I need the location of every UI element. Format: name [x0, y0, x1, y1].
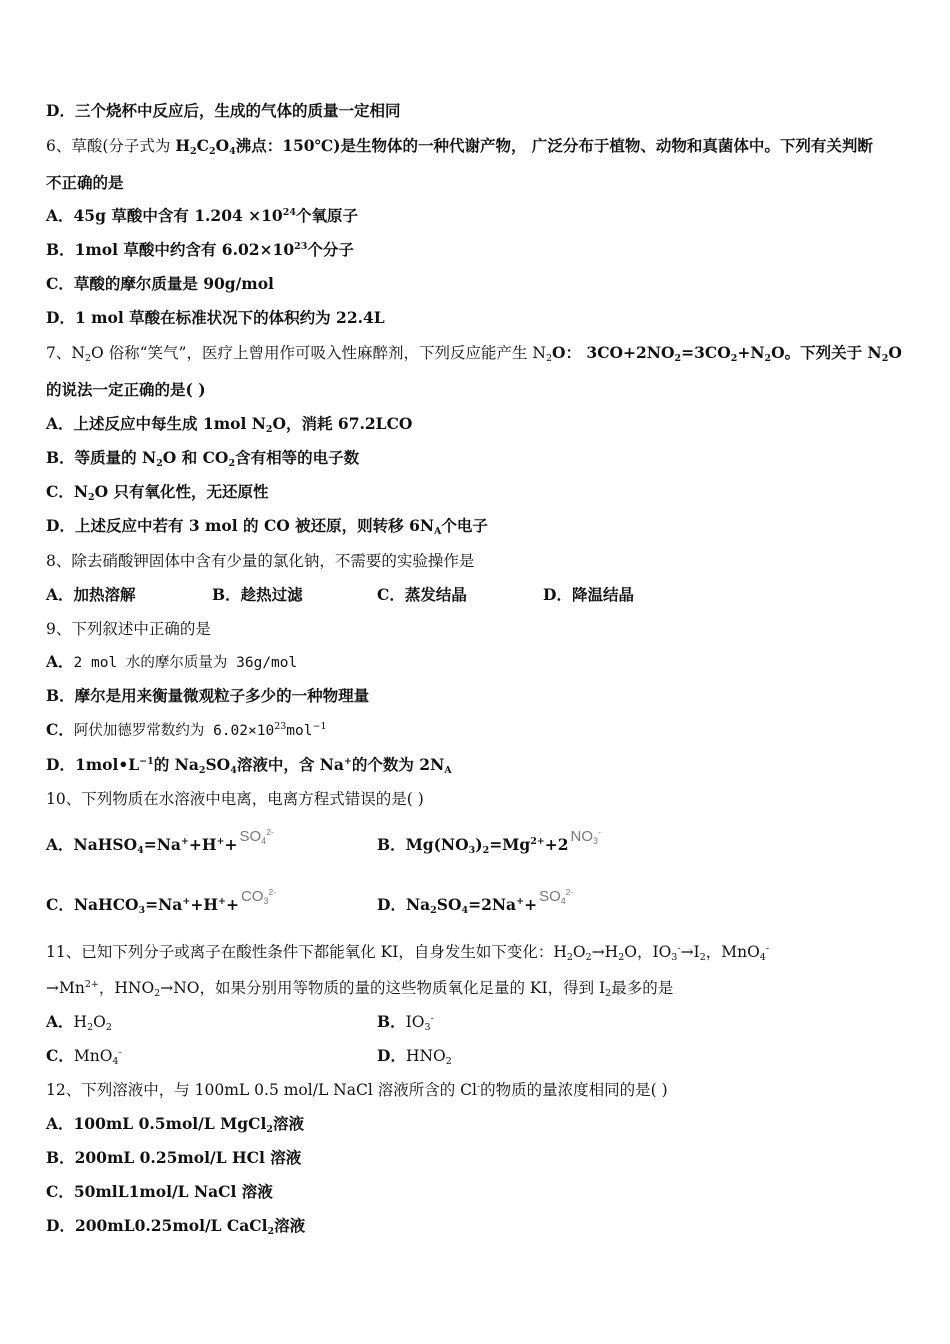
q11-option-a [46, 1012, 112, 1032]
q9-option-c-exponent: 23 [274, 721, 287, 732]
q7-option-c [46, 482, 269, 502]
q8-stem-text: 8、除去硝酸钾固体中含有少量的氯化钠，不需要的实验操作是 [46, 552, 475, 570]
q11-option-a-text: O [93, 1013, 106, 1031]
q7-option-b-text: 含有相等的电子数 [235, 448, 360, 467]
q7-option-d [46, 516, 488, 536]
q11-sub: 2 [585, 952, 592, 963]
sulfate-ion [239, 828, 273, 845]
q11-sub: 4 [112, 1056, 119, 1067]
q12-option-b-text: B．200mL 0.25mol/L HCl 溶液 [46, 1148, 302, 1167]
q12-stem [46, 1080, 668, 1100]
q7-sub: 2 [545, 353, 553, 364]
q11-sub: 2 [566, 952, 573, 963]
q10-option-d-text: SO [436, 895, 462, 914]
q8-option-d [543, 585, 634, 605]
sulfate-ion [539, 888, 573, 905]
q11-stem-line2 [46, 978, 673, 998]
q9-option-d-text: D．1mol•L [46, 755, 140, 774]
q11-option-c [46, 1046, 122, 1066]
q11-option-d-text: HNO [405, 1047, 446, 1065]
q6-stem [46, 136, 873, 156]
q11-sup: - [677, 943, 681, 954]
q11-option-a-label: A． [46, 1012, 74, 1031]
q10-sub: 4 [461, 905, 469, 916]
q8-stem [46, 551, 474, 571]
ion-sub: 3 [263, 896, 269, 906]
q7-sub: A [434, 526, 442, 537]
q10-option-d-text: =2Na [468, 895, 517, 914]
ion-charge: 2- [268, 887, 277, 897]
q11-stem-text: O [572, 943, 586, 961]
q10-option-c-text: + [225, 895, 239, 914]
q11-sup: - [118, 1047, 122, 1058]
q6-stem-text: 沸点：150℃)是生物体的一种代谢产物， 广泛分布于植物、动物和真菌体中。下列有关判断 [235, 136, 873, 155]
q6-option-a [46, 206, 358, 226]
q6-option-a-text: 个氧原子 [295, 206, 358, 225]
q6-formula-sub: 2 [208, 146, 216, 157]
q11-stem-text: →NO，如果分别用等物质的量的这些物质氧化足量的 KI，得到 I [160, 979, 606, 997]
q11-stem-text: →I [680, 943, 700, 961]
q6-option-b [46, 240, 354, 260]
q9-stem [46, 619, 211, 639]
q10-sup: + [516, 896, 525, 907]
q12-option-d-text: 溶液 [274, 1216, 306, 1235]
q7-sub: 2 [764, 353, 772, 364]
q12-sup: - [476, 1081, 481, 1092]
q8-option-c [377, 585, 467, 605]
q10-option-d-text: D．Na [377, 895, 431, 914]
q9-option-a-label: A． [46, 652, 74, 671]
q7-option-b-text: O 和 CO [162, 448, 229, 467]
q8-option-d-text: D．降温结晶 [543, 585, 634, 604]
q9-option-d-exponent: + [343, 756, 352, 767]
q6-formula-sub: 4 [229, 146, 236, 157]
q9-option-b-text: B．摩尔是用来衡量微观粒子多少的一种物理量 [46, 686, 370, 705]
q5-option-d [46, 101, 400, 121]
q7-option-c-text: O 只有氧化性，无还原性 [94, 482, 269, 501]
q10-option-d [377, 887, 574, 916]
q10-option-c-text: C．NaHCO [46, 895, 139, 914]
q11-option-c-text: MnO [73, 1047, 113, 1065]
q7-option-a-text: O，消耗 67.2LCO [272, 414, 413, 433]
q7-stem-text: O。下列关于 N [771, 343, 882, 362]
q11-sub: 2 [154, 988, 161, 999]
q10-option-b [377, 827, 601, 856]
q11-stem-text: O，IO [624, 943, 672, 961]
q8-option-b-text: B．趁热过滤 [212, 585, 303, 604]
q6-formula-sub: 2 [190, 146, 197, 157]
q11-sub: 2 [445, 1056, 452, 1067]
q10-option-a-text: A．NaHSO [46, 835, 138, 854]
q12-sub: 2 [267, 1226, 275, 1237]
q7-option-d-text: 个电子 [441, 516, 488, 535]
ion-symbol: SO [239, 828, 262, 845]
q7-stem [46, 343, 902, 363]
q11-stem-text: ，HNO [98, 979, 155, 997]
ion-symbol: CO [240, 888, 264, 905]
q10-option-c-text: =Na [145, 895, 183, 914]
q7-option-c-text: C．N [46, 482, 89, 501]
q7-sub: 2 [156, 458, 163, 469]
q11-option-b [377, 1012, 434, 1032]
q10-option-a-text: + [224, 835, 238, 854]
q6-formula-h: H [175, 136, 190, 155]
q12-sub: 2 [266, 1124, 273, 1135]
q9-option-c [46, 720, 327, 741]
q12-option-c-text: C．50mlL1mol/L NaCl 溶液 [46, 1182, 273, 1201]
q9-option-d-sub: 4 [230, 765, 237, 776]
q6-option-d [46, 308, 385, 328]
q11-option-c-label: C． [46, 1046, 74, 1065]
q11-option-d-label: D． [377, 1046, 406, 1065]
q11-sub: 2 [605, 988, 612, 999]
q10-option-a-text: +H [188, 835, 217, 854]
q9-option-c-text: 阿伏加德罗常数约为 6.02×10 [73, 723, 275, 739]
q9-option-b [46, 686, 369, 706]
q7-option-a-text: A．上述反应中每生成 1mol N [46, 414, 266, 433]
q7-stem-text: =3CO [681, 343, 731, 362]
q12-option-c [46, 1182, 273, 1202]
q10-sup: + [217, 896, 226, 907]
nitrate-ion [571, 828, 601, 845]
q7-stem-line2 [46, 380, 206, 400]
q9-option-c-label: C． [46, 720, 74, 739]
q11-sub: 2 [618, 952, 625, 963]
q6-option-a-exponent: 24 [282, 207, 296, 218]
q9-option-c-exponent: −1 [312, 721, 327, 732]
q11-stem-text: ，MnO [705, 943, 760, 961]
q10-option-a [46, 827, 274, 856]
q10-option-b-text: =Mg [489, 835, 531, 854]
q7-sub: 2 [228, 458, 236, 469]
carbonate-ion [241, 888, 276, 905]
q12-option-d [46, 1216, 305, 1236]
q9-option-c-unit: mol [286, 723, 313, 739]
q10-sup: + [180, 836, 189, 847]
ion-sub: 4 [261, 836, 267, 846]
q9-option-d-sub: 2 [198, 765, 206, 776]
q6-option-b-text: B．1mol 草酸中约含有 6.02×10 [46, 240, 295, 259]
q11-sub: 4 [759, 952, 766, 963]
q12-option-d-text: D．200mL0.25mol/L CaCl [46, 1216, 268, 1235]
q11-stem-text: 11、已知下列分子或离子在酸性条件下都能氧化 KI，自身发生如下变化：H [46, 943, 567, 961]
q10-stem [46, 789, 424, 809]
q10-option-a-text: =Na [143, 835, 181, 854]
q12-stem-text: 的物质的量浓度相同的是( ) [480, 1081, 668, 1099]
q7-sub: 2 [730, 353, 738, 364]
q10-option-b-text: +2 [544, 835, 569, 854]
q11-option-a-text: H [73, 1013, 88, 1031]
ion-symbol: NO [570, 828, 594, 845]
ion-sub: 4 [560, 896, 566, 906]
q9-stem-text: 9、下列叙述中正确的是 [46, 620, 211, 638]
q7-stem-text: 7、N [46, 344, 85, 362]
q9-option-d [46, 755, 452, 775]
q7-option-b [46, 448, 359, 468]
q10-option-b-text: B．Mg(NO [377, 835, 469, 854]
q11-option-b-label: B． [377, 1012, 406, 1031]
q6-stem-text: 6、草酸(分子式为 [46, 137, 176, 155]
q9-option-d-text: 的 Na [153, 755, 199, 774]
q6-option-b-text: 个分子 [307, 240, 354, 259]
q8-option-c-text: C．蒸发结晶 [377, 585, 467, 604]
q11-sub: 3 [424, 1022, 431, 1033]
q10-option-c-text: +H [190, 895, 218, 914]
q10-stem-text: 10、下列物质在水溶液中电离，电离方程式错误的是( ) [46, 790, 424, 808]
q11-sub: 2 [699, 952, 706, 963]
q7-option-d-text: D．上述反应中若有 3 mol 的 CO 被还原，则转移 6N [46, 516, 435, 535]
q10-sub: 3 [468, 845, 476, 856]
q12-option-a-text: 溶液 [272, 1114, 304, 1133]
q11-sup: 2+ [84, 979, 99, 990]
q7-sub: 2 [265, 424, 273, 435]
q7-option-a [46, 414, 412, 434]
q11-stem-text: →Mn [46, 979, 85, 997]
q11-stem [46, 942, 769, 962]
q8-option-b [212, 585, 303, 605]
q11-sub: 2 [105, 1022, 112, 1033]
q9-option-d-sub: A [444, 765, 452, 776]
q11-sup: - [765, 943, 770, 954]
q10-sub: 3 [138, 905, 146, 916]
q10-sub: 4 [137, 845, 144, 856]
q11-sup: - [430, 1013, 434, 1024]
q6-formula-c: C [196, 136, 209, 155]
q9-option-d-text: SO [205, 755, 231, 774]
q7-stem-text: O 俗称“笑气”，医疗上曾用作可吸入性麻醉剂，下列反应能产生 N [90, 344, 546, 362]
q9-option-d-exponent: −1 [139, 756, 154, 767]
q10-sup: + [182, 896, 191, 907]
q7-option-b-text: B．等质量的 N [46, 448, 157, 467]
q6-stem-line2-text: 不正确的是 [46, 173, 124, 192]
q12-stem-text: 12、下列溶液中，与 100mL 0.5 mol/L NaCl 溶液所含的 Cl [46, 1081, 477, 1099]
q6-option-d-text: D．1 mol 草酸在标准状况下的体积约为 22.4L [46, 308, 385, 327]
q9-option-d-text: 的个数为 2N [351, 755, 445, 774]
q6-option-c-text: C．草酸的摩尔质量是 90g/mol [46, 274, 274, 293]
ion-symbol: SO [539, 888, 561, 905]
q11-sub: 2 [87, 1022, 94, 1033]
q10-sup: + [216, 836, 225, 847]
q10-sup: 2+ [530, 836, 545, 847]
q7-sub: 2 [674, 353, 682, 364]
q9-option-a [46, 652, 297, 673]
q12-option-b [46, 1148, 301, 1168]
q11-stem-text: 最多的是 [611, 979, 674, 997]
q10-option-b-text: ) [475, 835, 483, 854]
q7-stem-line2-text: 的说法一定正确的是( ) [46, 380, 206, 399]
q12-option-a [46, 1114, 304, 1134]
q10-option-c [46, 887, 277, 916]
q11-option-b-text: IO [405, 1013, 425, 1031]
q9-option-d-text: 溶液中，含 Na [236, 755, 344, 774]
q10-option-d-text: + [524, 895, 538, 914]
ion-sub: 3 [593, 836, 599, 846]
q6-option-c [46, 274, 274, 294]
q7-stem-text: +N [737, 343, 765, 362]
q11-option-d [377, 1046, 452, 1066]
q11-sub: 3 [671, 952, 678, 963]
q5-option-d-text: D．三个烧杯中反应后，生成的气体的质量一定相同 [46, 101, 401, 120]
q11-stem-text: →H [591, 943, 619, 961]
q7-stem-text: O： 3CO+2NO [552, 343, 675, 362]
q10-sub: 2 [430, 905, 437, 916]
ion-charge: 2- [266, 827, 274, 837]
q8-option-a [46, 585, 136, 605]
q12-option-a-text: A．100mL 0.5mol/L MgCl [46, 1114, 267, 1133]
ion-charge: - [598, 827, 601, 837]
q6-stem-line2 [46, 173, 124, 193]
q7-sub: 2 [881, 353, 889, 364]
q7-sub: 2 [88, 492, 95, 503]
ion-charge: 2- [565, 887, 574, 897]
q6-formula-o: O [215, 136, 230, 155]
q7-stem-text: O [888, 343, 902, 362]
q6-option-b-exponent: 23 [294, 241, 308, 252]
q6-option-a-text: A．45g 草酸中含有 1.204 ×10 [46, 206, 283, 225]
q9-option-a-text: 2 mol 水的摩尔质量为 36g/mol [73, 655, 298, 671]
q10-sub: 2 [482, 845, 490, 856]
q8-option-a-text: A．加热溶解 [46, 585, 136, 604]
q7-sub: 2 [84, 353, 91, 364]
